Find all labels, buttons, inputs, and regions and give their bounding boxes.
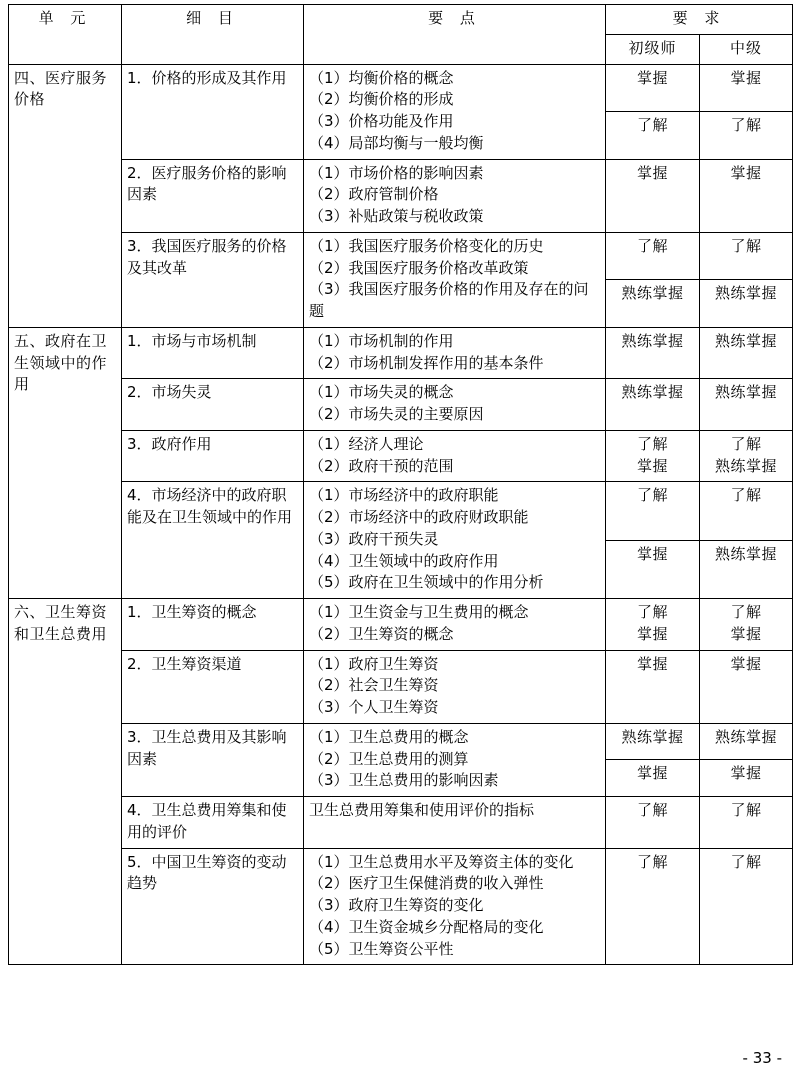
point-line: （3）价格功能及作用: [309, 112, 454, 130]
req-middle-cell: 了解: [700, 232, 793, 280]
point-line: （2）政府干预的范围: [309, 456, 454, 475]
point-line: （3）个人卫生筹资: [309, 698, 439, 716]
points-cell: [304, 379, 606, 431]
req-junior-cell: 熟练掌握: [606, 379, 700, 431]
table-body: [9, 64, 793, 965]
table-row: [9, 723, 793, 760]
points-cell: [304, 797, 606, 849]
points-cell: [304, 482, 606, 599]
point-line: （1）我国医疗服务价格变化的历史: [309, 236, 544, 255]
table-row: [9, 650, 793, 723]
detail-cell: 1．价格的形成及其作用: [122, 64, 304, 159]
header-req-middle: 中级: [700, 34, 793, 64]
unit-cell: 六、卫生筹资和卫生总费用: [9, 599, 122, 965]
points-cell: [304, 64, 606, 159]
unit-cell: 四、医疗服务价格: [9, 64, 122, 327]
table-row: [9, 327, 793, 379]
point-line: （3）政府卫生筹资的变化: [309, 896, 484, 914]
table-row: [9, 430, 793, 482]
req-junior-cell: 熟练掌握: [606, 327, 700, 379]
req-middle-cell: 掌握: [700, 64, 793, 112]
points-cell: [304, 159, 606, 232]
req-middle-cell: 掌握: [700, 760, 793, 797]
points-cell: [304, 723, 606, 796]
point-line: （3）政府干预失灵: [309, 529, 439, 548]
detail-cell: 3．卫生总费用及其影响因素: [122, 723, 304, 796]
point-line: （1）市场经济中的政府职能: [309, 486, 499, 505]
unit-cell: 五、政府在卫生领域中的作用: [9, 327, 122, 598]
table-row: [9, 599, 793, 651]
point-line: 卫生总费用筹集和使用评价的指标: [309, 801, 535, 819]
points-cell: [304, 848, 606, 965]
req-junior-cell: 了解: [606, 848, 700, 965]
point-line: （1）均衡价格的概念: [309, 68, 454, 87]
req-middle-cell: 熟练掌握: [700, 280, 793, 328]
point-line: （4）局部均衡与一般均衡: [309, 133, 484, 152]
req-junior-cell: 掌握: [606, 64, 700, 112]
header-req-junior: 初级师: [606, 34, 700, 64]
header-requirement: 要 求: [606, 5, 793, 35]
point-line: （1）经济人理论: [309, 434, 424, 453]
point-line: （1）政府卫生筹资: [309, 654, 439, 673]
detail-cell: 3．我国医疗服务的价格及其改革: [122, 232, 304, 327]
point-line: （2）社会卫生筹资: [309, 676, 439, 695]
detail-cell: 5．中国卫生筹资的变动趋势: [122, 848, 304, 965]
req-junior-cell: 掌握: [606, 540, 700, 598]
table-row: [9, 797, 793, 849]
req-junior-cell: 掌握: [606, 159, 700, 232]
table-row: [9, 482, 793, 540]
syllabus-table: [8, 4, 793, 965]
point-line: （4）卫生资金城乡分配格局的变化: [309, 917, 544, 936]
req-junior-cell: 熟练掌握: [606, 723, 700, 760]
req-middle-cell: 熟练掌握: [700, 540, 793, 598]
point-line: （2）市场经济中的政府财政职能: [309, 508, 529, 526]
points-cell: [304, 327, 606, 379]
header-points: 要 点: [304, 5, 606, 65]
detail-cell: 2．卫生筹资渠道: [122, 650, 304, 723]
req-middle-cell: 熟练掌握: [700, 327, 793, 379]
detail-cell: 4．卫生总费用筹集和使用的评价: [122, 797, 304, 849]
point-line: （1）卫生资金与卫生费用的概念: [309, 603, 529, 621]
req-junior-cell: 了解 掌握: [606, 430, 700, 482]
req-middle-cell: 熟练掌握: [700, 723, 793, 760]
point-line: （2）市场失灵的主要原因: [309, 405, 484, 423]
req-middle-cell: 了解: [700, 112, 793, 160]
point-line: （2）我国医疗服务价格改革政策: [309, 258, 529, 277]
req-middle-cell: 了解: [700, 848, 793, 965]
header-detail: 细 目: [122, 5, 304, 65]
req-middle-cell: 了解 掌握: [700, 599, 793, 651]
points-cell: [304, 650, 606, 723]
page-number: - 33 -: [742, 1049, 782, 1067]
points-cell: [304, 430, 606, 482]
detail-cell: 2．市场失灵: [122, 379, 304, 431]
point-line: （5）政府在卫生领域中的作用分析: [309, 573, 544, 592]
req-middle-cell: 掌握: [700, 159, 793, 232]
table-row: [9, 848, 793, 965]
point-line: （2）医疗卫生保健消费的收入弹性: [309, 874, 544, 893]
table-row: [9, 232, 793, 280]
point-line: （2）均衡价格的形成: [309, 90, 454, 109]
req-middle-cell: 了解: [700, 482, 793, 540]
point-line: （2）政府管制价格: [309, 185, 439, 204]
detail-cell: 3．政府作用: [122, 430, 304, 482]
table-row: [9, 64, 793, 112]
point-line: （3）卫生总费用的影响因素: [309, 771, 499, 790]
table-header: [9, 5, 793, 65]
req-junior-cell: 了解: [606, 112, 700, 160]
point-line: （2）卫生筹资的概念: [309, 624, 454, 643]
req-junior-cell: 了解: [606, 482, 700, 540]
point-line: （3）补贴政策与税收政策: [309, 207, 484, 225]
req-junior-cell: 掌握: [606, 760, 700, 797]
point-line: （1）市场机制的作用: [309, 331, 454, 350]
points-cell: [304, 599, 606, 651]
req-junior-cell: 掌握: [606, 650, 700, 723]
point-line: （1）市场失灵的概念: [309, 383, 454, 402]
req-middle-cell: 了解: [700, 797, 793, 849]
req-junior-cell: 了解 掌握: [606, 599, 700, 651]
point-line: （1）卫生总费用的概念: [309, 727, 469, 746]
point-line: （3）我国医疗服务价格的作用及存在的问题: [309, 280, 589, 320]
detail-cell: 1．市场与市场机制: [122, 327, 304, 379]
detail-cell: 4．市场经济中的政府职能及在卫生领域中的作用: [122, 482, 304, 599]
point-line: （4）卫生领域中的政府作用: [309, 551, 499, 570]
point-line: （2）市场机制发挥作用的基本条件: [309, 353, 544, 372]
point-line: （2）卫生总费用的测算: [309, 749, 469, 768]
req-junior-cell: 了解: [606, 232, 700, 280]
point-line: （5）卫生筹资公平性: [309, 939, 454, 958]
points-cell: [304, 232, 606, 327]
point-line: （1）市场价格的影响因素: [309, 163, 484, 182]
req-junior-cell: 熟练掌握: [606, 280, 700, 328]
req-junior-cell: 了解: [606, 797, 700, 849]
point-line: （1）卫生总费用水平及筹资主体的变化: [309, 852, 574, 871]
header-unit: 单 元: [9, 5, 122, 65]
table-row: [9, 159, 793, 232]
detail-cell: 2．医疗服务价格的影响因素: [122, 159, 304, 232]
req-middle-cell: 掌握: [700, 650, 793, 723]
req-middle-cell: 熟练掌握: [700, 379, 793, 431]
detail-cell: 1．卫生筹资的概念: [122, 599, 304, 651]
req-middle-cell: 了解 熟练掌握: [700, 430, 793, 482]
table-row: [9, 379, 793, 431]
